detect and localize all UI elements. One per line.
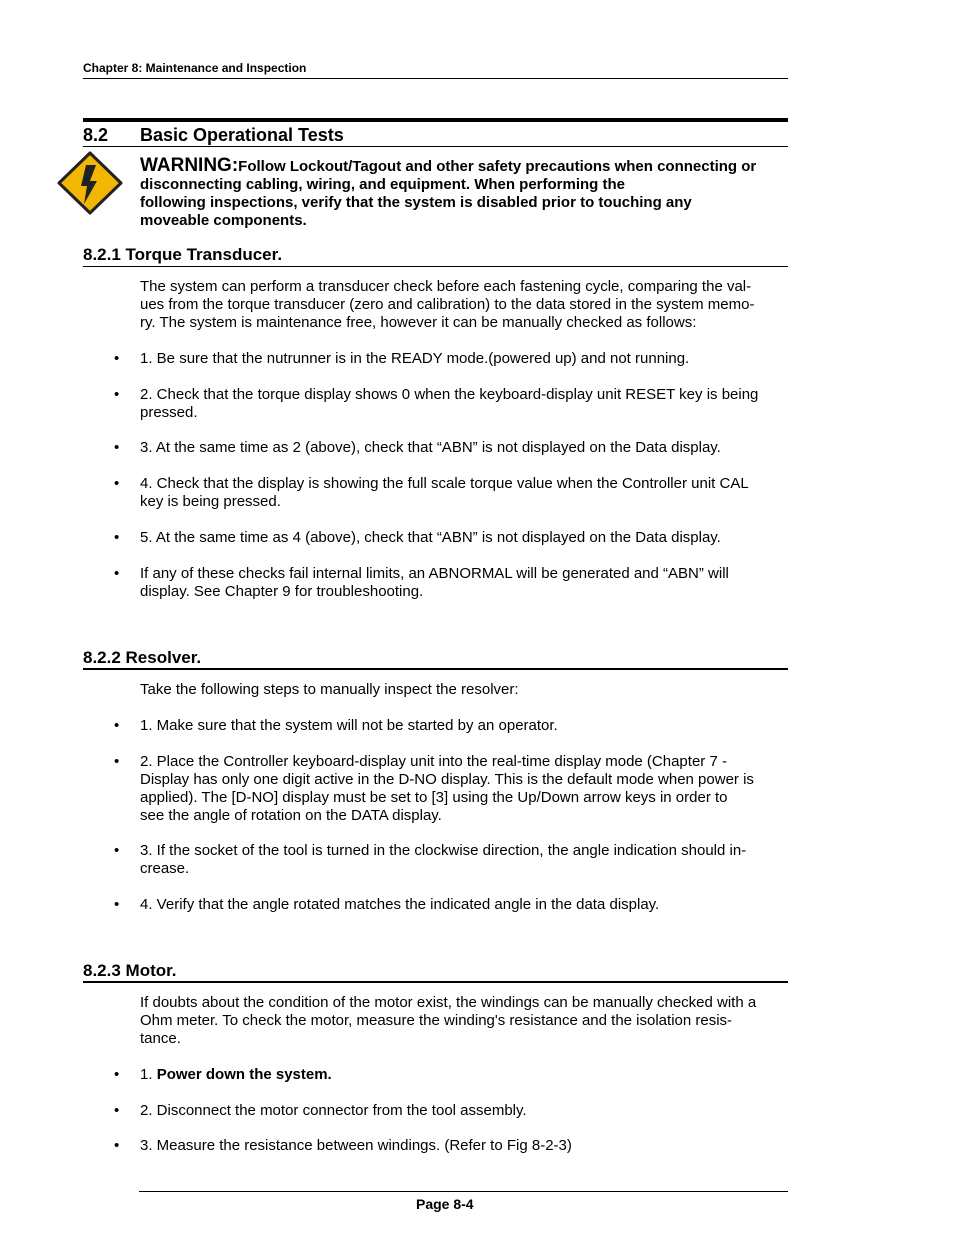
warning-block: [140, 157, 800, 230]
list-item: [114, 1066, 790, 1084]
list-item-text: Display has only one digit active in the D-NO display. This is the default mode when power is: [140, 771, 754, 788]
list-item: [114, 439, 790, 457]
bullet-glyph: •: [114, 529, 120, 546]
resolver-section-title: 8.2.2 Resolver.: [83, 648, 202, 667]
list-item-text: 4. Verify that the angle rotated matches the indicated angle in the data display.: [140, 896, 660, 913]
section-top-rule: [83, 118, 788, 122]
list-item-text: 2. Check that the torque display shows 0 when the keyboard-display unit RESET key is being: [140, 386, 759, 403]
motor-section-title: 8.2.3 Motor.: [83, 961, 177, 980]
bullet-glyph: •: [114, 1137, 120, 1154]
torque-section-title: 8.2.1 Torque Transducer.: [83, 245, 283, 264]
motor-intro-line: Ohm meter. To check the motor, measure the winding's resistance and the isolation resis-: [140, 1012, 733, 1029]
list-item-text: applied). The [D-NO] display must be set to [3] using the Up/Down arrow keys in order to: [140, 789, 728, 806]
list-item: [114, 475, 790, 511]
warning-label: WARNING:: [140, 155, 239, 176]
bullet-glyph: •: [114, 1102, 120, 1119]
footer-rule: [139, 1191, 788, 1192]
list-item-text: 4. Check that the display is showing the full scale torque value when the Controller unit CAL: [140, 475, 749, 492]
list-item: [114, 717, 790, 735]
header-rule: [83, 78, 788, 79]
list-item: [114, 896, 790, 914]
bullet-glyph: •: [114, 475, 120, 492]
motor-intro-line: tance.: [140, 1030, 181, 1047]
list-item-text: 2. Place the Controller keyboard-display unit into the real-time display mode (Chapter 7 -: [140, 753, 727, 770]
torque-title-rule: [83, 266, 788, 267]
list-item-text: 3. Measure the resistance between windings. (Refer to Fig 8-2-3): [140, 1137, 572, 1154]
bullet-glyph: •: [114, 565, 120, 582]
resolver-intro: [140, 681, 800, 699]
section-title: Basic Operational Tests: [140, 125, 344, 145]
list-item: [114, 1137, 790, 1155]
warning-line-2: disconnecting cabling, wiring, and equipment. When performing the: [140, 176, 626, 193]
list-item: [114, 529, 790, 547]
torque-intro-line: The system can perform a transducer check before each fastening cycle, comparing the val-: [140, 278, 752, 295]
list-item-text: 1. Make sure that the system will not be started by an operator.: [140, 717, 558, 734]
section-number: 8.2: [83, 125, 109, 145]
bullet-glyph: •: [114, 753, 120, 770]
list-item-text: see the angle of rotation on the DATA display.: [140, 807, 442, 824]
list-item-text: key is being pressed.: [140, 493, 281, 510]
motor-intro-line: If doubts about the condition of the motor exist, the windings can be manually checked with a: [140, 994, 757, 1011]
chapter-header: Chapter 8: Maintenance and Inspection: [83, 61, 307, 75]
list-item-text: 3. If the socket of the tool is turned in the clockwise direction, the angle indication should in-: [140, 842, 747, 859]
list-item: [114, 1102, 790, 1120]
warning-line-4: moveable components.: [140, 212, 307, 229]
list-item-text: pressed.: [140, 404, 198, 421]
warning-line-1: Follow Lockout/Tagout and other safety precautions when connecting or: [238, 158, 757, 175]
section-title-rule: [83, 146, 788, 147]
motor-intro: [140, 994, 800, 1048]
list-item: [114, 350, 790, 368]
bullet-glyph: •: [114, 896, 120, 913]
list-item: [114, 565, 790, 601]
list-item: [114, 753, 790, 825]
list-item: [114, 842, 790, 878]
bullet-glyph: •: [114, 439, 120, 456]
torque-intro-line: ues from the torque transducer (zero and calibration) to the data stored in the system memo-: [140, 296, 755, 313]
bullet-glyph: •: [114, 842, 120, 859]
bullet-glyph: •: [114, 350, 120, 367]
torque-intro: [140, 278, 800, 332]
list-item-text: 2. Disconnect the motor connector from the tool assembly.: [140, 1102, 527, 1119]
list-item-text: crease.: [140, 860, 190, 877]
list-item-text: 1. Be sure that the nutrunner is in the READY mode.(powered up) and not running.: [140, 350, 690, 367]
list-item-text: 3. At the same time as 2 (above), check that “ABN” is not displayed on the Data display.: [140, 439, 721, 456]
list-item-bold-text: Power down the system.: [156, 1066, 332, 1083]
warning-line-3: following inspections, verify that the system is disabled prior to touching any: [140, 194, 692, 211]
bullet-glyph: •: [114, 1066, 120, 1083]
list-item: [114, 386, 790, 422]
motor-title-rule: [83, 981, 788, 983]
bullet-glyph: •: [114, 386, 120, 403]
bullet-glyph: •: [114, 717, 120, 734]
list-item-prefix: 1.: [140, 1066, 157, 1083]
resolver-intro-line: Take the following steps to manually inspect the resolver:: [140, 681, 519, 698]
list-item-text: 5. At the same time as 4 (above), check that “ABN” is not displayed on the Data display.: [140, 529, 721, 546]
list-item-text: If any of these checks fail internal limits, an ABNORMAL will be generated and “ABN” will: [140, 565, 729, 582]
high-voltage-warning-icon: [56, 150, 124, 216]
torque-intro-line: ry. The system is maintenance free, however it can be manually checked as follows:: [140, 314, 697, 331]
page-number: Page 8-4: [416, 1196, 474, 1212]
resolver-title-rule: [83, 668, 788, 670]
list-item-text: display. See Chapter 9 for troubleshooting.: [140, 583, 424, 600]
